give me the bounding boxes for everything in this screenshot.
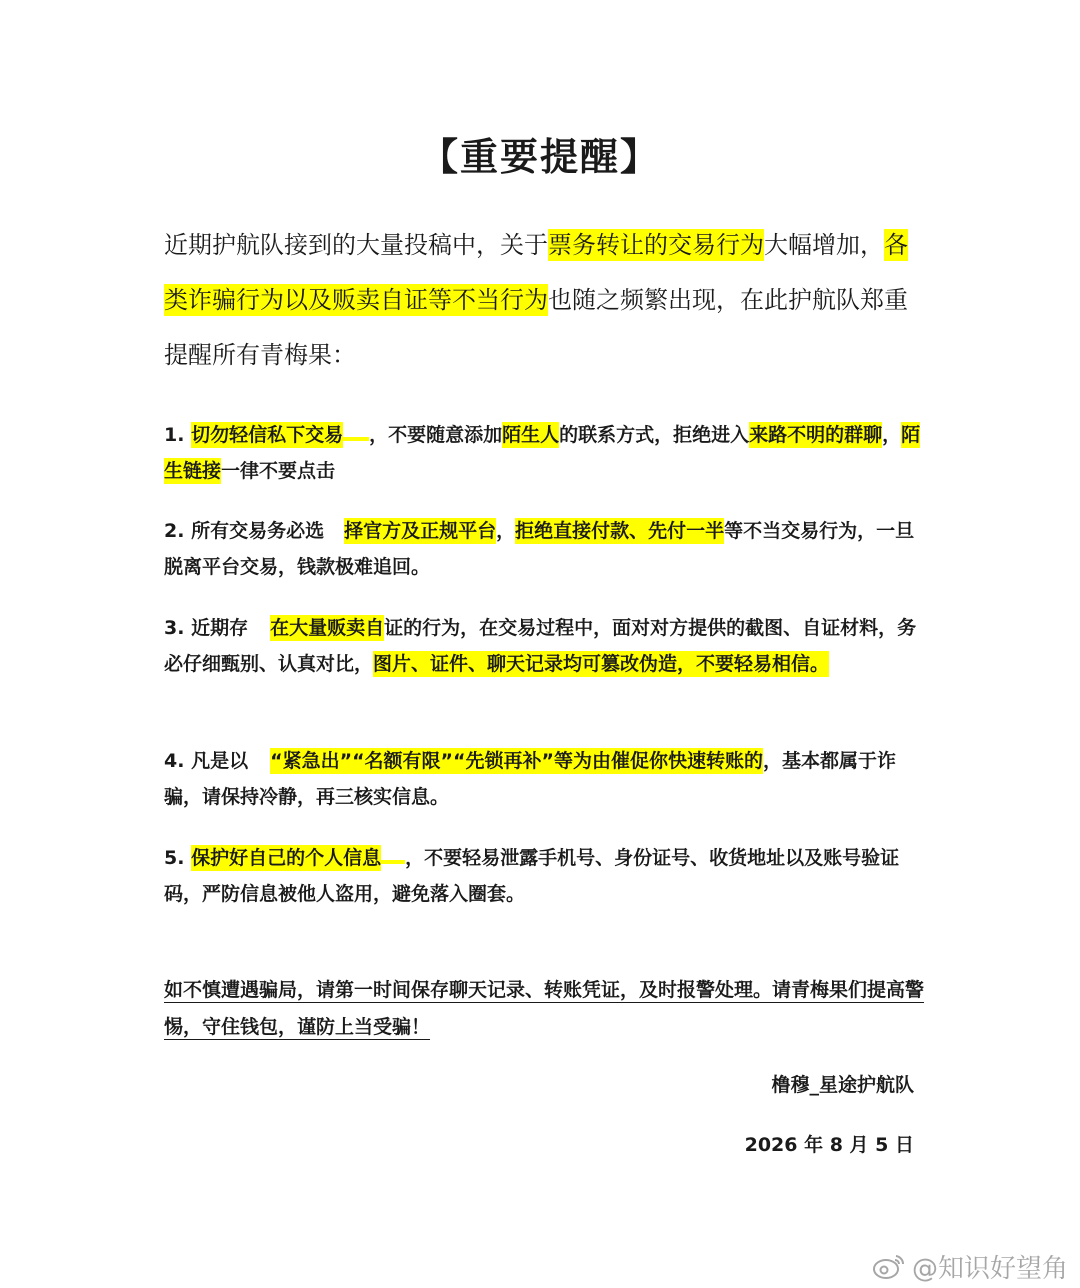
item-text: ，基本都属于诈骗，请保持冷静，再三核实信息。: [164, 750, 897, 808]
item-number: 1.: [164, 424, 185, 446]
list-item-1: [164, 417, 924, 489]
item-text: ，: [496, 520, 516, 542]
item-text: 近期存: [191, 617, 249, 639]
item-text: 证的行为，在交易过程中，面对对方提供的截图、自证材料，务必仔细甄别、认真对比，: [164, 617, 917, 675]
item-highlight: “紧急出”“名额有限”“先锁再补”等为由催促你快速转账的: [270, 750, 764, 772]
item-text: 所有交易务必选: [191, 520, 325, 542]
page-title: 【重要提醒】: [419, 135, 660, 179]
item-highlight: 择官方及正规平台: [344, 520, 497, 542]
list-item-4: [164, 743, 924, 815]
intro-text-1: 近期护航队接到的大量投稿中，关于: [164, 231, 548, 259]
item-highlight: 在大量贩卖自: [270, 617, 385, 639]
item-highlight: 来路不明的群聊: [749, 424, 883, 446]
weibo-logo-icon: [872, 1252, 906, 1280]
item-text: ，不要随意添加: [369, 424, 503, 446]
item-number: 3.: [164, 617, 185, 639]
intro-highlight-2: 各类诈骗行为以及贩卖自证等不当行为: [164, 231, 908, 314]
list-item-2: [164, 513, 924, 585]
list-item-5: [164, 840, 924, 912]
list-item-3: [164, 610, 924, 682]
intro-text-3: 也随之频繁出现，在此护航队郑重提醒所有青梅果：: [164, 286, 908, 369]
item-highlight: 陌生人: [502, 424, 560, 446]
closing-warning: [164, 972, 924, 1046]
item-text: 凡是以: [191, 750, 249, 772]
item-highlight: 陌生链接: [164, 424, 921, 482]
item-number: 5.: [164, 847, 185, 869]
item-highlight: 切勿轻信私下交易: [191, 424, 344, 446]
watermark-text: @知识好望角: [911, 1253, 1068, 1284]
closing-text: 如不慎遭遇骗局，请第一时间保存聊天记录、转账凭证，及时报警处理。请青梅果们提高警惕，守住钱包，谨防上当受骗！: [164, 979, 925, 1038]
item-highlight: 图片、证件、聊天记录均可篡改伪造，不要轻易相信。: [373, 653, 830, 675]
intro-highlight-1: 票务转让的交易行为: [548, 231, 764, 259]
item-text: 等不当交易行为，一旦脱离平台交易，钱款极难追回。: [164, 520, 915, 578]
item-text: ，不要轻易泄露手机号、身份证号、收货地址以及账号验证码，严防信息被他人盗用，避免落入圈套。: [164, 847, 900, 905]
intro-paragraph: [164, 218, 924, 383]
watermark: [872, 1248, 1068, 1284]
intro-text-2: 大幅增加，: [764, 231, 884, 259]
item-text: 一律不要点击: [221, 460, 336, 482]
item-text: ，: [882, 424, 902, 446]
signature: 橹穆_星途护航队: [771, 1074, 914, 1096]
item-number: 4.: [164, 750, 185, 772]
document-date: 2026 年 8 月 5 日: [744, 1134, 914, 1156]
item-highlight: 保护好自己的个人信息: [191, 847, 382, 869]
item-number: 2.: [164, 520, 185, 542]
item-highlight: 拒绝直接付款、先付一半: [515, 520, 725, 542]
item-text: 的联系方式，拒绝进入: [559, 424, 750, 446]
